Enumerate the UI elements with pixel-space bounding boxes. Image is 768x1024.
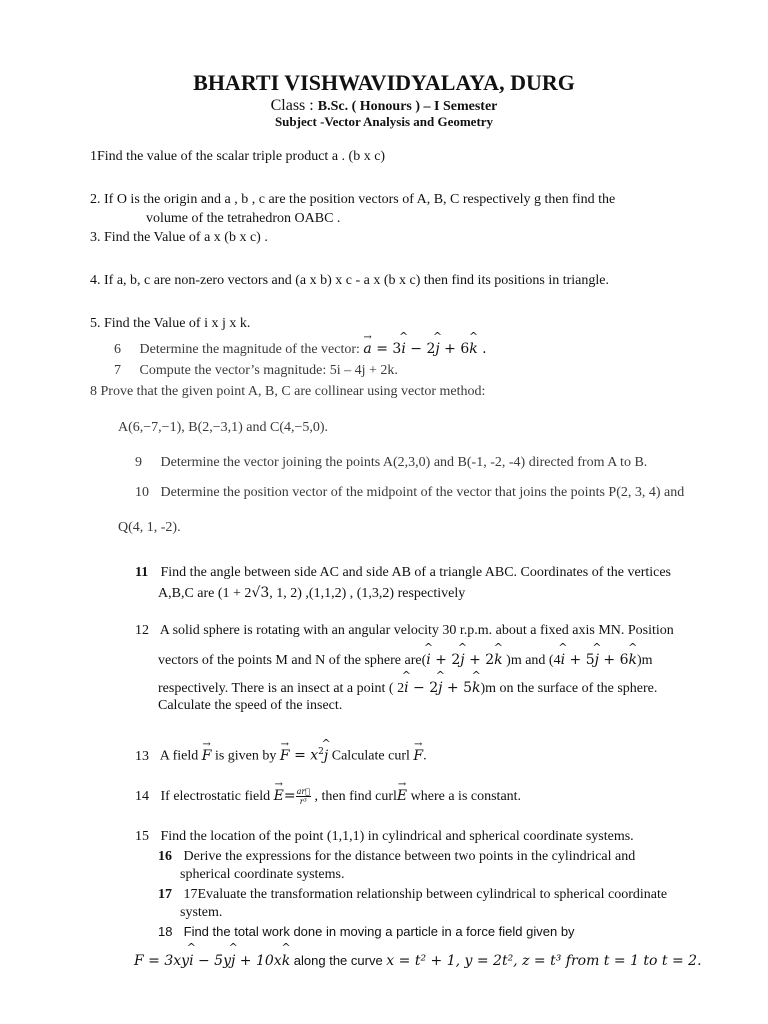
question-3: 3. Find the Value of a x (b x c) . [90,230,268,245]
question-13-j-hat: ^ j [324,747,328,765]
question-2-line-1: 2. If O is the origin and a , b , c are the position vectors of A, B, C respectively g then find the [90,192,616,207]
question-10-continued: Q(4, 1, -2). [118,520,181,535]
question-11-text: Find the angle between side AC and side AB of a triangle ABC. Coordinates of the vertices [160,565,672,580]
university-title: BHARTI VISHWAVIDYALAYA, DURG [193,70,575,95]
field-F-symbol-2: → F [280,747,290,765]
question-13 [135,743,427,766]
question-6-vector-expression: → a = 3^ i − 2^ j + 6^ k . [363,341,486,357]
field-F-symbol-3: → F [413,747,423,765]
question-13-equals: = [289,747,311,764]
field-F-symbol: → F [202,747,212,765]
question-2-line-2: volume of the tetrahedron OABC . [146,211,341,226]
question-15-text: Find the location of the point (1,1,1) in cylindrical and spherical coordinate systems. [160,829,634,844]
question-12-line-2-end: )m [637,653,653,668]
question-16-line-2: spherical coordinate systems. [180,867,345,882]
question-13-x: x [310,747,319,764]
question-14-text-b: , then find curl [310,789,397,804]
question-12-number: 12 [135,623,149,638]
force-j-hat: ^ j [231,953,235,969]
question-9 [135,454,647,472]
question-17-line-1 [158,886,667,904]
question-11-line-1 [135,564,671,582]
question-5: 5. Find the Value of i x j x k. [90,316,251,331]
question-6 [114,340,487,359]
field-E-symbol: → E [274,787,284,805]
fraction-numerator: ar⃗ [296,787,310,797]
force-field-F: F = 3xy [134,953,190,969]
question-16-text: Derive the expressions for the distance between two points in the cylindrical and [183,849,636,864]
question-15-number: 15 [135,829,149,844]
fraction-denominator: r³ [299,797,307,807]
question-11-line-2 [158,584,465,603]
question-18-line-2 [134,952,702,970]
question-18-text: Find the total work done in moving a particle in a force field given by [183,924,575,939]
question-11-radical: √3 [251,585,270,601]
question-10-number: 10 [135,485,149,500]
subject-line: Subject -Vector Analysis and Geometry [274,114,494,129]
question-17-text: 17Evaluate the transformation relationship between cylindrical to spherical coordinate [183,887,668,902]
question-13-square: 2 [318,747,324,757]
question-14-number: 14 [135,789,149,804]
question-1: 1Find the value of the scalar triple product a . (b x c) [90,149,386,164]
question-18-number: 18 [158,924,173,939]
question-6-number: 6 [114,342,121,357]
question-13-end: . [423,748,427,764]
question-8: 8 Prove that the given point A, B, C are collinear using vector method: [90,384,486,399]
class-value: B.Sc. ( Honours ) – I Semester [317,99,498,114]
question-17-number: 17 [158,887,172,902]
field-fraction [296,787,311,806]
question-13-text-a: A field [159,748,202,764]
question-10-text: Determine the position vector of the midpoint of the vector that joins the points P(2, 3, 4) and [160,485,685,500]
question-14-equals: = [283,788,296,804]
force-i-hat: ^ i [189,953,193,969]
question-16-number: 16 [158,849,172,864]
question-11-vertex-a: A,B,C are (1 + 2 [158,586,252,601]
question-12-text: A solid sphere is rotating with an angular velocity 30 r.p.m. about a fixed axis MN. Position [159,623,674,638]
question-14-text-a: If electrostatic field [160,789,274,804]
question-8-points: A(6,−7,−1), B(2,−3,1) and C(4,−5,0). [118,420,329,435]
question-18-line-1 [158,924,575,939]
insect-position-vector: ^ i − 2^ j + 5^ k [404,680,480,696]
question-12-line-1 [135,622,674,640]
question-13-text-c: Calculate curl [328,748,414,764]
question-7-number: 7 [114,363,121,378]
question-17-line-2: system. [180,905,223,920]
field-E-symbol-2: → E [397,787,407,805]
question-13-number: 13 [135,748,149,764]
question-9-text: Determine the vector joining the points A(2,3,0) and B(-1, -2, -4) directed from A to B. [160,455,648,470]
question-7 [114,362,398,380]
question-18-along-text: along the curve [290,953,387,968]
question-18-curve: x = t² + 1, y = 2t², z = t³ from t = 1 to t = 2. [386,953,702,969]
question-7-text: Compute the vector’s magnitude: 5i – 4j + 2k. [139,363,398,378]
question-12-line-2-text: vectors of the points M and N of the sphere are( [158,653,427,668]
class-label: Class : [270,97,314,114]
question-12-line-2-mid: )m and (4 [502,653,561,668]
question-14 [135,787,521,806]
question-12-line-3 [158,679,657,698]
force-term-3: + 10x [235,953,282,969]
position-vector-n: ^ i + 5^ j + 6^ k [561,652,637,668]
force-k-hat: ^ k [282,953,290,969]
question-16-line-1 [158,848,635,866]
force-term-2: − 5y [193,953,231,969]
question-10 [135,484,684,502]
question-4: 4. If a, b, c are non-zero vectors and (a x b) x c - a x (b x c) then find its positions in triangle. [90,273,609,288]
question-6-text: Determine the magnitude of the vector: [139,342,360,357]
question-12-line-4: Calculate the speed of the insect. [158,698,343,713]
question-13-text-b: is given by [211,748,280,764]
question-14-text-c: where a is constant. [407,789,522,804]
question-12-line-3-text: respectively. There is an insect at a point ( 2 [158,681,405,696]
question-9-number: 9 [135,455,142,470]
question-12-line-3-end: )m on the surface of the sphere. [480,681,658,696]
question-11-vertices-rest: , 1, 2) ,(1,1,2) , (1,3,2) respectively [269,586,466,601]
question-11-number: 11 [135,565,149,580]
question-15 [135,828,634,846]
position-vector-m: ^ i + 2^ j + 2^ k [426,652,502,668]
